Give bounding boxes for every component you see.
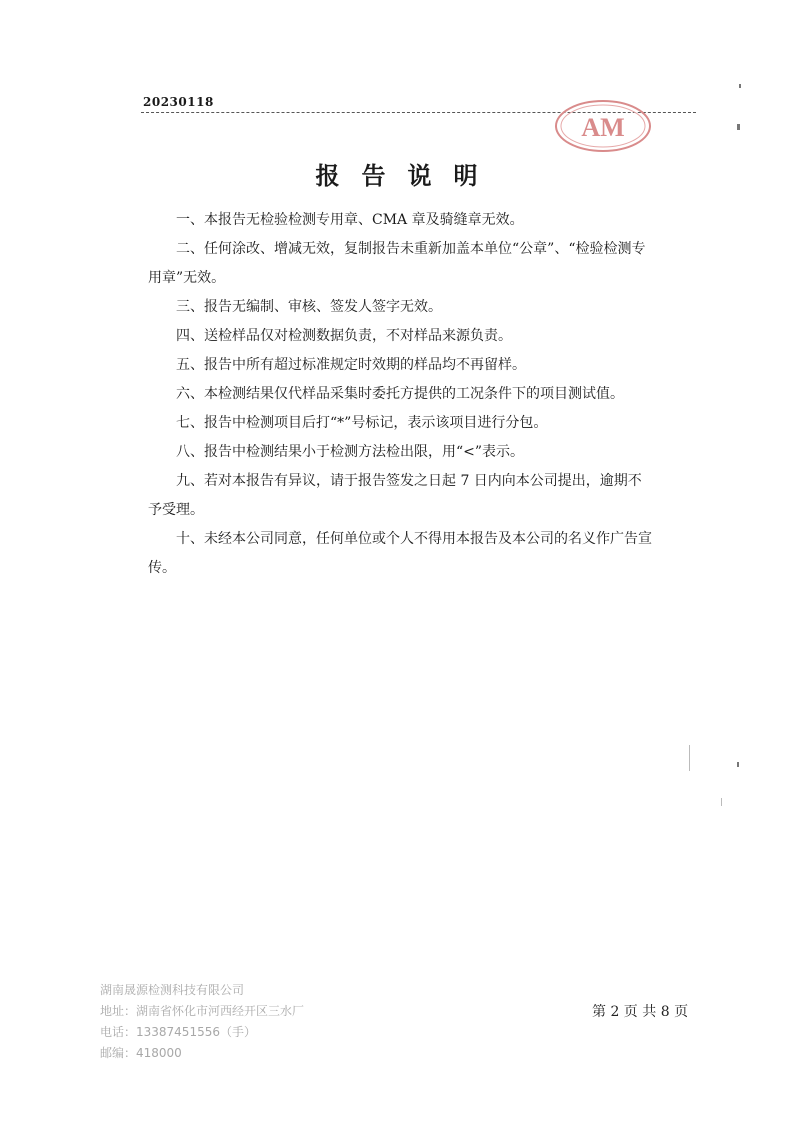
company-info: [100, 980, 304, 1064]
clause-item: 二、任何涂改、增减无效，复制报告未重新加盖本单位“公章”、“检验检测专用章”无效。: [148, 241, 646, 286]
scan-artifact: [737, 124, 740, 130]
clause-item: 十、未经本公司同意，任何单位或个人不得用本报告及本公司的名义作广告宣传。: [148, 531, 652, 576]
company-name: 湖南晟源检测科技有限公司: [100, 983, 245, 997]
scan-artifact: [739, 84, 741, 88]
clause-item: 六、本检测结果仅代样品采集时委托方提供的工况条件下的项目测试值。: [176, 386, 624, 402]
clause-item: 五、报告中所有超过标准规定时效期的样品均不再留样。: [176, 357, 526, 373]
company-seal: [553, 96, 653, 158]
company-phone: 电话：13387451556（手）: [100, 1025, 256, 1039]
clause-item: 七、报告中检测项目后打“*”号标记，表示该项目进行分包。: [176, 415, 548, 431]
clause-item: 九、若对本报告有异议，请于报告签发之日起 7 日内向本公司提出，逾期不予受理。: [148, 473, 642, 518]
report-number: 20230118: [143, 95, 214, 109]
seal-text: AM: [581, 113, 625, 142]
scan-artifact: [737, 762, 739, 767]
clause-item: 三、报告无编制、审核、签发人签字无效。: [176, 299, 442, 315]
clause-item: 八、报告中检测结果小于检测方法检出限，用“<”表示。: [176, 444, 525, 460]
clause-item: 一、本报告无检验检测专用章、CMA 章及骑缝章无效。: [176, 212, 524, 228]
scan-artifact: [689, 745, 690, 771]
page-title: 报告说明: [315, 161, 500, 190]
page-indicator: 第 2 页 共 8 页: [592, 1004, 689, 1020]
clause-item: 四、送检样品仅对检测数据负责，不对样品来源负责。: [176, 328, 512, 344]
scan-artifact: [721, 798, 722, 806]
company-postcode: 邮编：418000: [100, 1046, 182, 1060]
clause-list: [148, 206, 653, 583]
company-address: 地址：湖南省怀化市河西经开区三水厂: [100, 1004, 305, 1018]
